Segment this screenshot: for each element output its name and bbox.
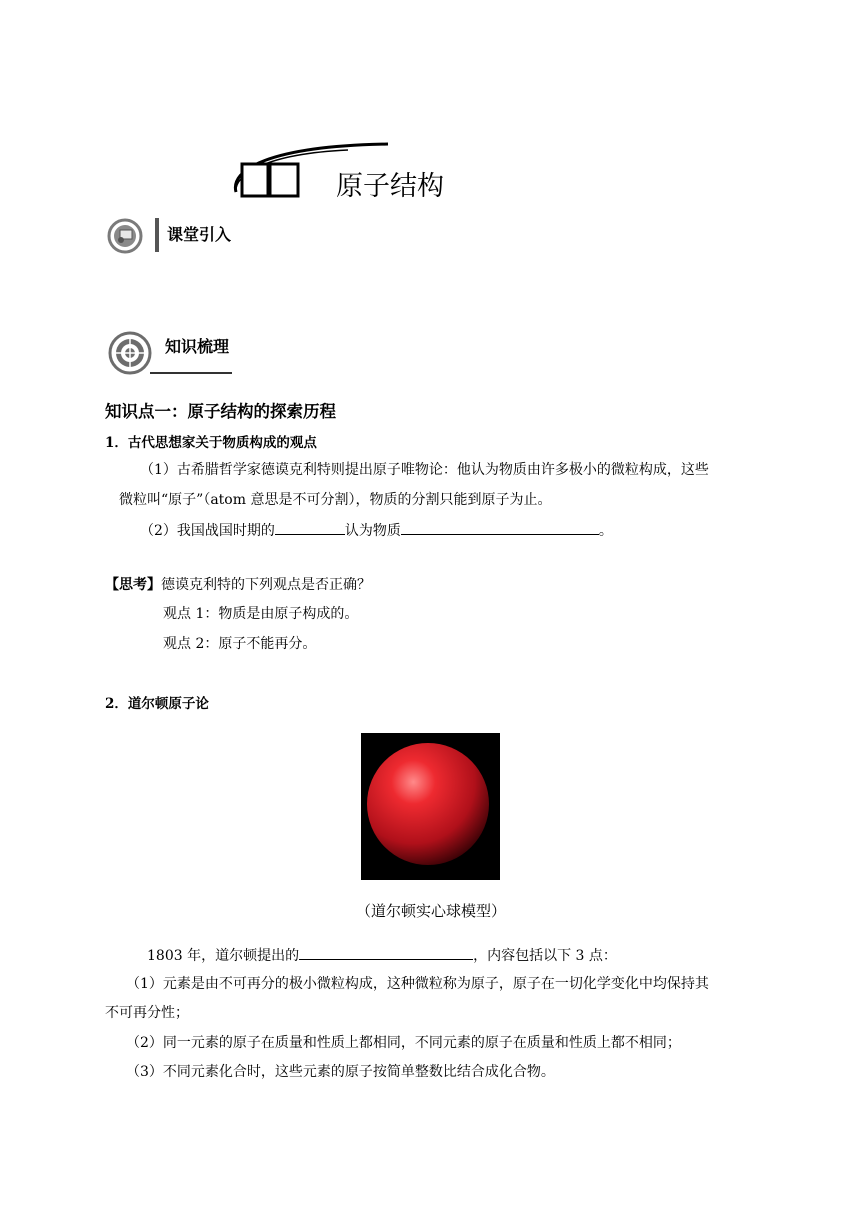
think-line [105,575,371,595]
subheading-dalton: 2．道尔顿原子论 [105,696,209,712]
paragraph-line: （1）古希腊哲学家德谟克利特则提出原子唯物论：他认为物质由许多极小的微粒构成，这些 [140,462,709,478]
page-title: 原子结构 [336,171,444,202]
subheading-ancient-views: 1．古代思想家关于物质构成的观点 [105,435,317,451]
section-knowledge-label: 知识梳理 [165,337,230,356]
section-underline [150,372,232,374]
section-divider-bar [155,218,159,252]
think-label: 【思考】 [105,577,161,593]
topic-heading: 知识点一：原子结构的探索历程 [105,402,336,421]
dalton-sphere-image [361,733,500,880]
fill-in-line [140,519,613,541]
paragraph-line: （1）元素是由不可再分的极小微粒构成，这种微粒称为原子，原子在一切化学变化中均保持其 [126,976,709,992]
paragraph-line: 微粒叫“原子”（atom 意思是不可分割），物质的分割只能到原子为止。 [119,492,552,508]
text-segment: 。 [598,523,613,539]
view-item: 观点 2：原子不能再分。 [163,636,317,652]
section-intro-label: 课堂引入 [167,225,232,244]
text-segment: ，内容包括以下 3 点： [473,948,617,964]
text-segment: 认为物质 [344,523,401,539]
target-icon [106,330,156,376]
think-question: 德谟克利特的下列观点是否正确？ [161,577,371,593]
paragraph-line: 不可再分性； [105,1005,189,1021]
paragraph-line: （2）同一元素的原子在质量和性质上都相同，不同元素的原子在质量和性质上都不相同； [126,1035,681,1051]
classroom-intro-icon [106,218,146,254]
answer-blank [275,519,345,535]
text-segment: （2）我国战国时期的 [140,523,275,539]
view-item: 观点 1：物质是由原子构成的。 [163,606,359,622]
text-segment: 1803 年，道尔顿提出的 [147,948,300,964]
fill-in-line [147,944,617,966]
image-caption: （道尔顿实心球模型） [356,902,507,920]
answer-blank [299,944,473,960]
answer-blank [401,519,599,535]
paragraph-line: （3）不同元素化合时，这些元素的原子按简单整数比结合成化合物。 [126,1064,555,1080]
